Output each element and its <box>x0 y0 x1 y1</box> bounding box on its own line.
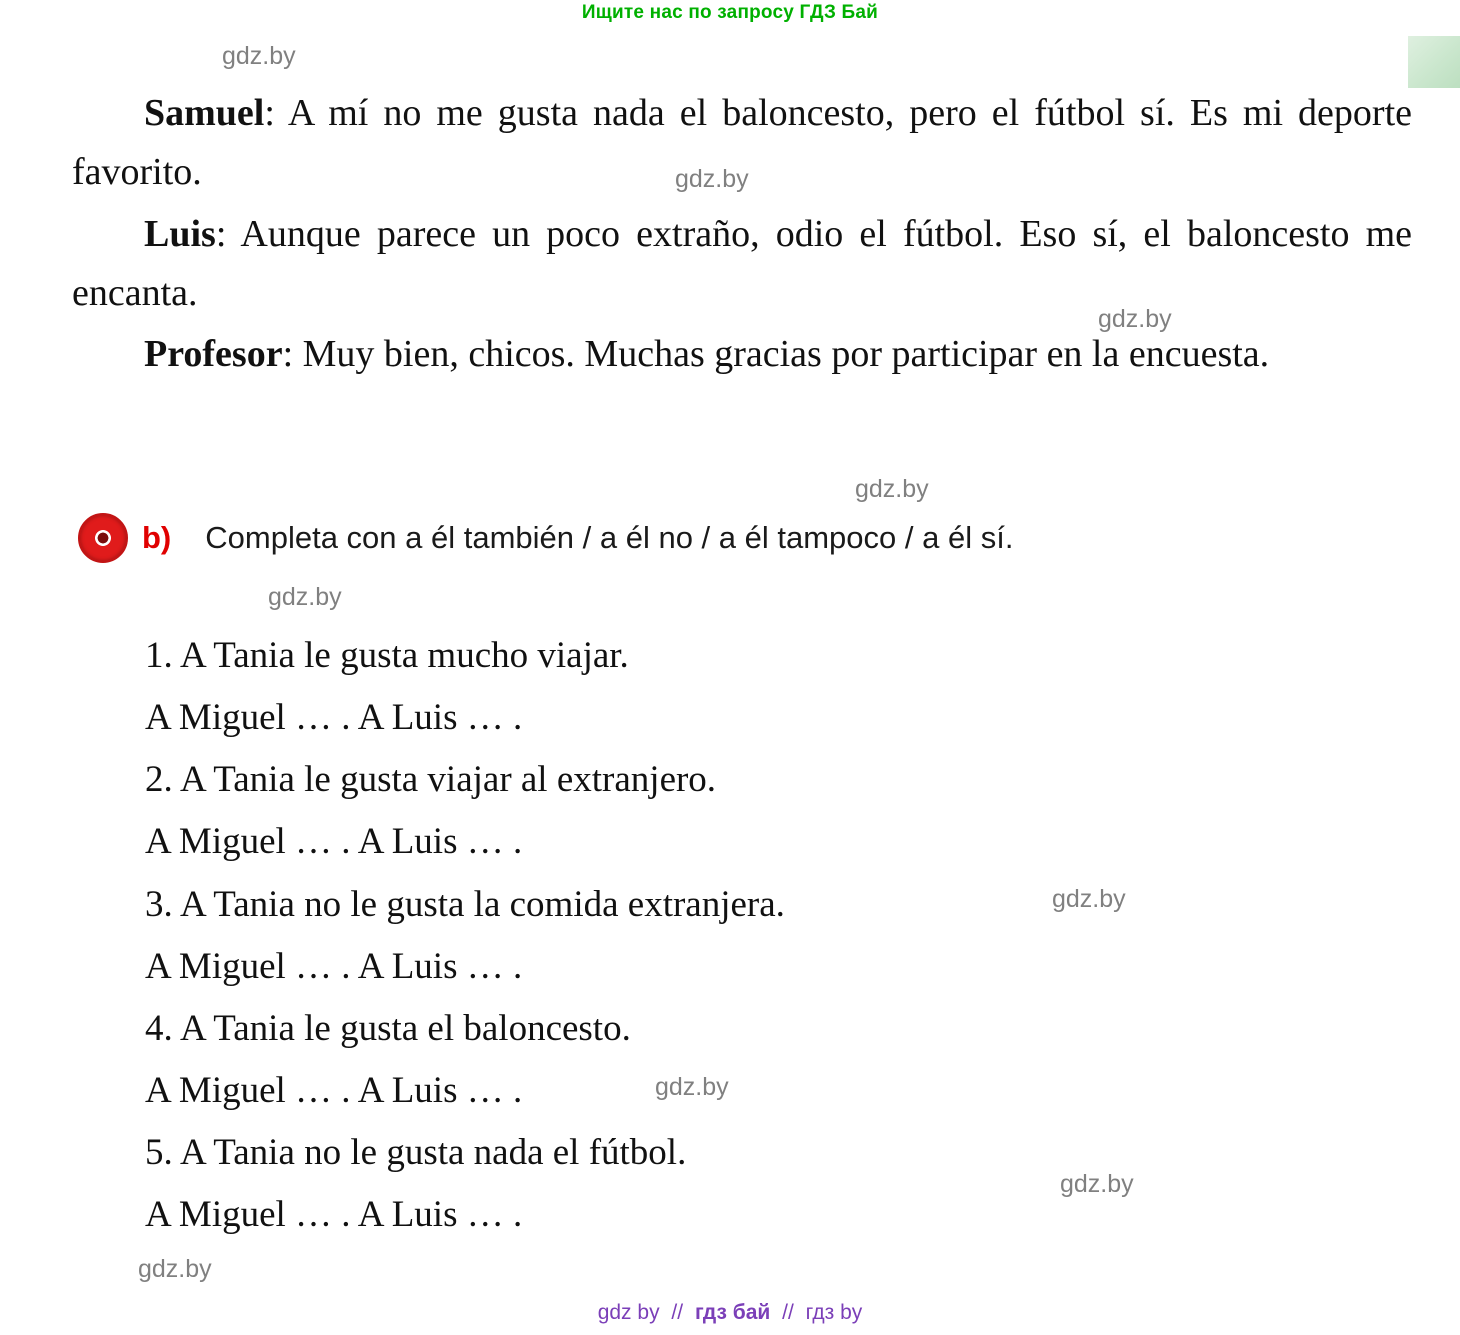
watermark: gdz.by <box>268 583 342 611</box>
site-promo-banner: Ищите нас по запросу ГДЗ Бай <box>581 2 879 23</box>
item-question: 5. A Tania no le gusta nada el fútbol. <box>145 1132 687 1174</box>
item-answer-line: A Miguel … . A Luis … . <box>145 945 523 987</box>
footer-item: гдз бай <box>694 1301 771 1324</box>
footer <box>0 1301 1460 1325</box>
watermark: gdz.by <box>1052 885 1126 913</box>
watermark: gdz.by <box>675 165 749 193</box>
dialogue-line <box>72 84 1412 203</box>
exercise-instruction: Completa con a él también / a él no / a él tampoco / a él sí. <box>205 520 1014 555</box>
footer-separator: // <box>671 1301 684 1324</box>
speaker-name: Luis <box>144 212 216 255</box>
speaker-text: : A mí no me gusta nada el baloncesto, pero el fútbol sí. Es mi deporte favorito. <box>72 92 1412 194</box>
dialogue-block <box>72 84 1412 386</box>
speaker-name: Profesor <box>144 333 283 376</box>
exercise-items <box>145 625 1395 1247</box>
item-question: 4. A Tania le gusta el baloncesto. <box>145 1007 631 1049</box>
speaker-text: : Muy bien, chicos. Muchas gracias por participar en la encuesta. <box>282 333 1270 376</box>
footer-item: гдз by <box>805 1301 863 1324</box>
footer-item: gdz by <box>597 1301 660 1324</box>
watermark: gdz.by <box>1060 1170 1134 1198</box>
item-question: 1. A Tania le gusta mucho viajar. <box>145 635 629 676</box>
dialogue-line <box>72 205 1412 324</box>
item-answer-line: A Miguel … . A Luis … . <box>145 1070 523 1112</box>
watermark: gdz.by <box>855 475 929 503</box>
exercise-letter: b) <box>142 520 172 555</box>
audio-cd-icon <box>78 513 128 563</box>
item-answer-line: A Miguel … . A Luis … . <box>145 697 523 739</box>
item-question: 2. A Tania le gusta viajar al extranjero. <box>145 759 717 801</box>
item-question: 3. A Tania no le gusta la comida extranjera. <box>145 883 785 925</box>
page-corner-tab <box>1408 36 1460 88</box>
speaker-name: Samuel <box>144 92 265 134</box>
watermark: gdz.by <box>138 1255 212 1283</box>
watermark: gdz.by <box>1098 305 1172 333</box>
item-answer-line: A Miguel … . A Luis … . <box>145 821 523 863</box>
watermark: gdz.by <box>655 1073 729 1101</box>
speaker-text: : Aunque parece un poco extraño, odio el fútbol. Eso sí, el baloncesto me encanta. <box>72 212 1412 314</box>
dialogue-line <box>72 325 1412 384</box>
watermark: gdz.by <box>222 42 296 70</box>
footer-separator: // <box>782 1301 794 1324</box>
exercise-heading <box>78 513 1408 563</box>
item-answer-line: A Miguel … . A Luis … . <box>145 1194 523 1236</box>
